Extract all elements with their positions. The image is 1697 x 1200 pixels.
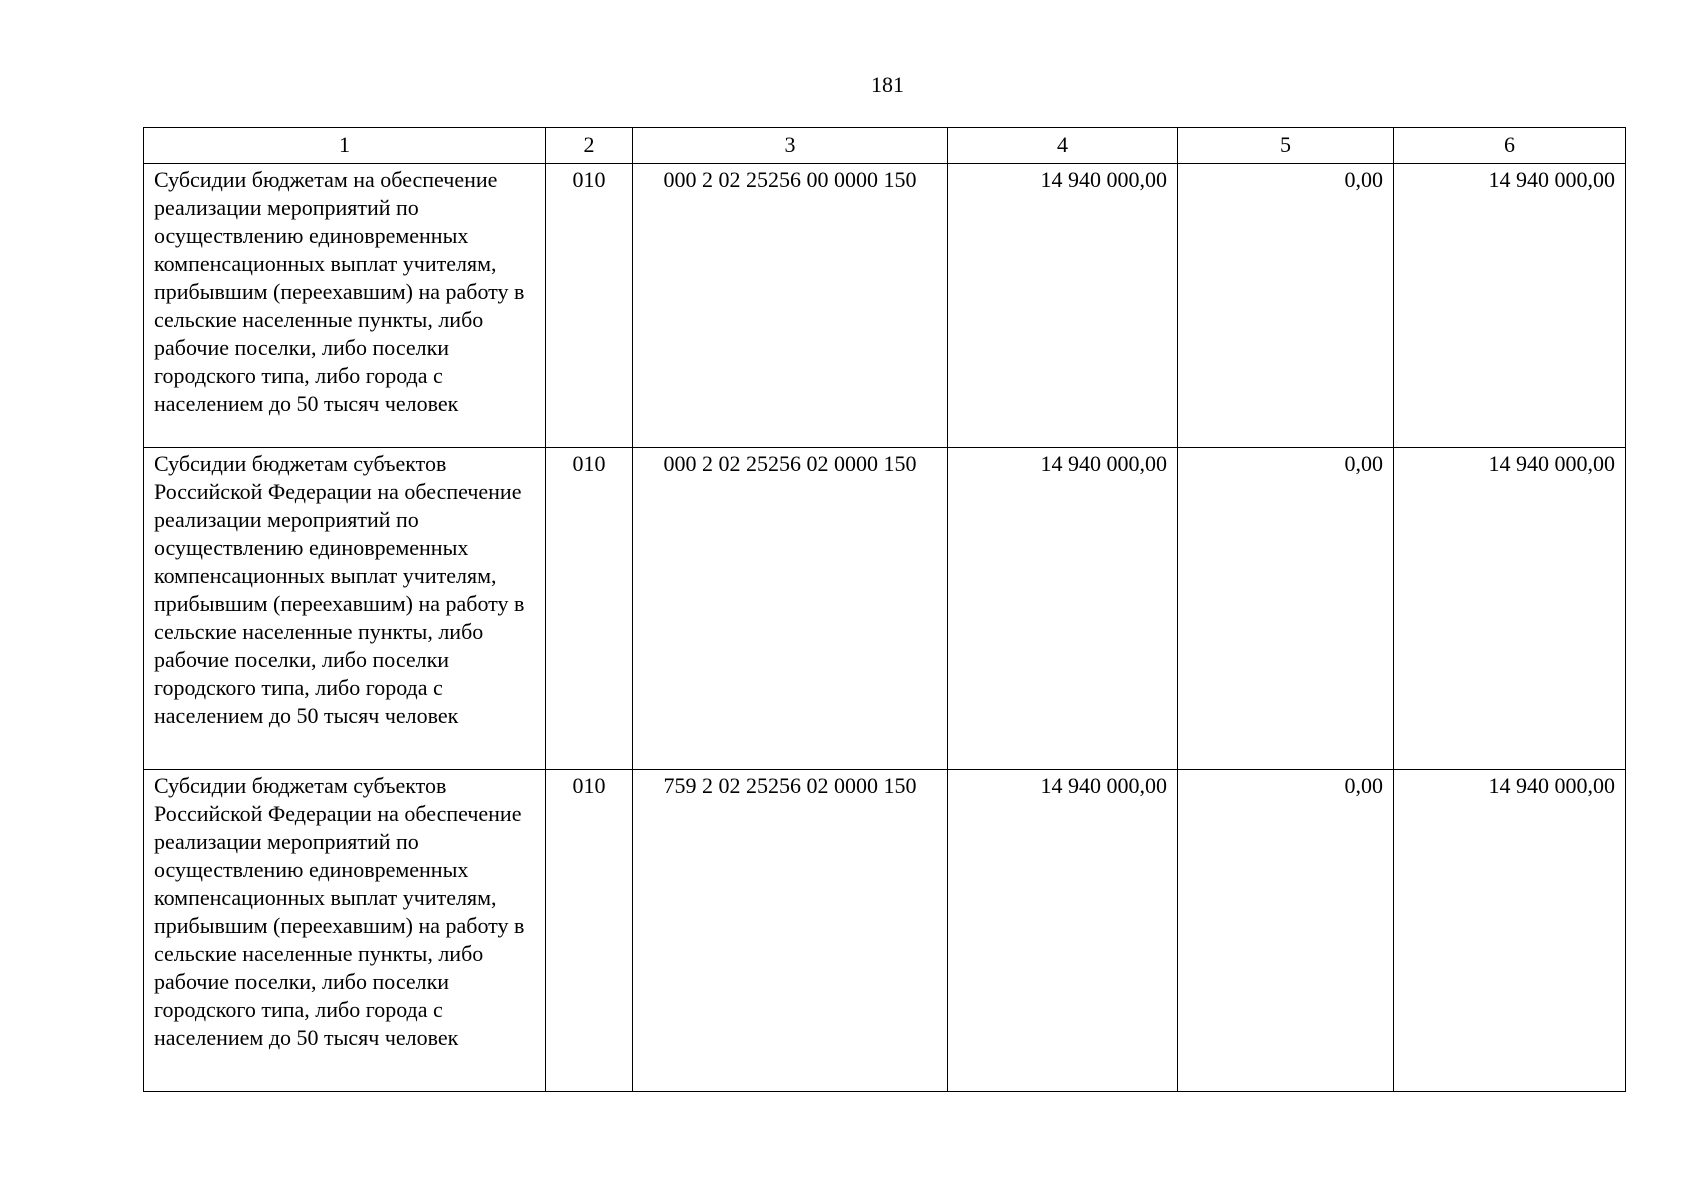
table-row xyxy=(144,164,1626,448)
row-amount-change: 0,00 xyxy=(1178,448,1394,770)
row-code: 010 xyxy=(546,164,633,448)
budget-table xyxy=(143,127,1626,1092)
row-code: 010 xyxy=(546,448,633,770)
row-name: Субсидии бюджетам на обеспечение реализации мероприятий по осуществлению единовременных компенсационных выплат учителям, прибывшим (переехавшим) на работу в сельские населенные пункты, либо рабочие поселки, либо поселки городского типа, либо города с населением до 50 тысяч человек xyxy=(144,164,546,448)
column-header-2: 2 xyxy=(546,128,633,164)
table-header xyxy=(144,128,1626,164)
row-amount-plan: 14 940 000,00 xyxy=(948,448,1178,770)
table-row xyxy=(144,448,1626,770)
page-number: 181 xyxy=(871,72,904,97)
header-row xyxy=(144,128,1626,164)
column-header-6: 6 xyxy=(1394,128,1626,164)
row-amount-change: 0,00 xyxy=(1178,770,1394,1092)
row-kbk: 759 2 02 25256 02 0000 150 xyxy=(633,770,948,1092)
row-kbk: 000 2 02 25256 00 0000 150 xyxy=(633,164,948,448)
column-header-5: 5 xyxy=(1178,128,1394,164)
row-name: Субсидии бюджетам субъектов Российской Федерации на обеспечение реализации мероприятий по осуществлению единовременных компенсационных выплат учителям, прибывшим (переехавшим) на работу в сельские населенные пункты, либо рабочие поселки, либо поселки городского типа, либо города с населением до 50 тысяч человек xyxy=(144,770,546,1092)
row-amount-total: 14 940 000,00 xyxy=(1394,164,1626,448)
row-amount-total: 14 940 000,00 xyxy=(1394,448,1626,770)
column-header-4: 4 xyxy=(948,128,1178,164)
row-name: Субсидии бюджетам субъектов Российской Федерации на обеспечение реализации мероприятий по осуществлению единовременных компенсационных выплат учителям, прибывшим (переехавшим) на работу в сельские населенные пункты, либо рабочие поселки, либо поселки городского типа, либо города с населением до 50 тысяч человек xyxy=(144,448,546,770)
row-amount-change: 0,00 xyxy=(1178,164,1394,448)
row-amount-total: 14 940 000,00 xyxy=(1394,770,1626,1092)
row-amount-plan: 14 940 000,00 xyxy=(948,164,1178,448)
table-body xyxy=(144,164,1626,1092)
row-kbk: 000 2 02 25256 02 0000 150 xyxy=(633,448,948,770)
column-header-1: 1 xyxy=(144,128,546,164)
row-code: 010 xyxy=(546,770,633,1092)
row-amount-plan: 14 940 000,00 xyxy=(948,770,1178,1092)
table-row xyxy=(144,770,1626,1092)
column-header-3: 3 xyxy=(633,128,948,164)
